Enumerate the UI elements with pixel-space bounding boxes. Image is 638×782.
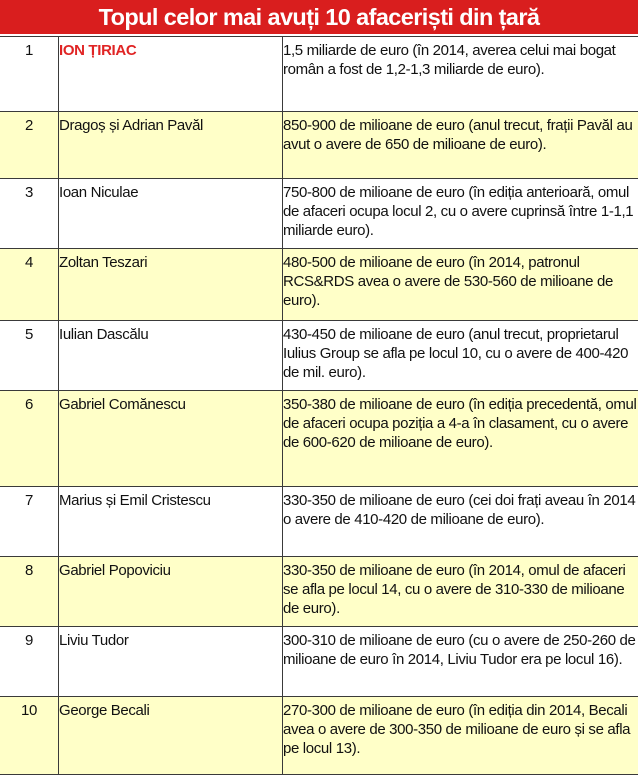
businessman-name: Liviu Tudor xyxy=(59,632,129,649)
name-cell xyxy=(59,37,283,112)
wealth-cell: 300-310 de milioane de euro (cu o avere de 250-260 de milioane de euro în 2014, Liviu Tudor era pe locul 16). xyxy=(283,627,638,697)
rank-cell: 3 xyxy=(0,179,59,249)
businessman-name: Gabriel Comănescu xyxy=(59,396,186,413)
table-row xyxy=(0,321,638,391)
wealth-cell: 1,5 miliarde de euro (în 2014, averea celui mai bogat român a fost de 1,2-1,3 miliarde de euro). xyxy=(283,37,638,112)
table-row xyxy=(0,37,638,112)
table-row xyxy=(0,249,638,321)
rank-cell: 7 xyxy=(0,487,59,557)
rank-cell: 10 xyxy=(0,697,59,775)
name-cell xyxy=(59,487,283,557)
rank-cell: 8 xyxy=(0,557,59,627)
wealth-cell: 330-350 de milioane de euro (cei doi frați aveau în 2014 o avere de 410-420 de milioane de euro). xyxy=(283,487,638,557)
rank-cell: 9 xyxy=(0,627,59,697)
table-row xyxy=(0,112,638,179)
businessman-name: Ioan Niculae xyxy=(59,184,139,201)
wealth-cell: 480-500 de milioane de euro (în 2014, patronul RCS&RDS avea o avere de 530-560 de milioane de euro). xyxy=(283,249,638,321)
name-cell xyxy=(59,179,283,249)
name-cell xyxy=(59,697,283,775)
name-cell xyxy=(59,321,283,391)
rank-cell: 5 xyxy=(0,321,59,391)
table-row xyxy=(0,627,638,697)
name-cell xyxy=(59,391,283,487)
name-cell xyxy=(59,557,283,627)
wealth-cell: 350-380 de milioane de euro (în ediția precedentă, omul de afaceri ocupa poziția a 4-a în clasament, cu o avere de 600-620 de milioane de euro). xyxy=(283,391,638,487)
name-cell xyxy=(59,249,283,321)
businessman-name: ION ȚIRIAC xyxy=(59,42,137,59)
wealth-cell: 850-900 de milioane de euro (anul trecut, frații Pavăl au avut o avere de 650 de milioane de euro). xyxy=(283,112,638,179)
table-row xyxy=(0,697,638,775)
rank-cell: 6 xyxy=(0,391,59,487)
businessman-name: Dragoș și Adrian Pavăl xyxy=(59,117,204,134)
wealth-cell: 330-350 de milioane de euro (în 2014, omul de afaceri se afla pe locul 14, cu o avere de 310-330 de milioane de euro). xyxy=(283,557,638,627)
wealth-cell: 270-300 de milioane de euro (în ediția din 2014, Becali avea o avere de 300-350 de milioane de euro și se afla pe locul 13). xyxy=(283,697,638,775)
businessman-name: Gabriel Popoviciu xyxy=(59,562,171,579)
rank-cell: 4 xyxy=(0,249,59,321)
name-cell xyxy=(59,627,283,697)
businessman-name: Marius și Emil Cristescu xyxy=(59,492,211,509)
ranking-table xyxy=(0,36,638,775)
table-row xyxy=(0,487,638,557)
name-cell xyxy=(59,112,283,179)
ranking-table-body xyxy=(0,37,638,775)
businessman-name: Iulian Dascălu xyxy=(59,326,149,343)
rank-cell: 2 xyxy=(0,112,59,179)
wealth-cell: 430-450 de milioane de euro (anul trecut, proprietarul Iulius Group se afla pe locul 10, cu o avere de 400-420 de mil. euro). xyxy=(283,321,638,391)
rank-cell: 1 xyxy=(0,37,59,112)
businessman-name: George Becali xyxy=(59,702,150,719)
businessman-name: Zoltan Teszari xyxy=(59,254,148,271)
wealth-cell: 750-800 de milioane de euro (în ediția anterioară, omul de afaceri ocupa locul 2, cu o avere cuprinsă între 1-1,1 miliarde euro). xyxy=(283,179,638,249)
table-row xyxy=(0,391,638,487)
table-row xyxy=(0,557,638,627)
table-row xyxy=(0,179,638,249)
page-title: Topul celor mai avuți 10 afaceriști din țară xyxy=(0,0,638,34)
